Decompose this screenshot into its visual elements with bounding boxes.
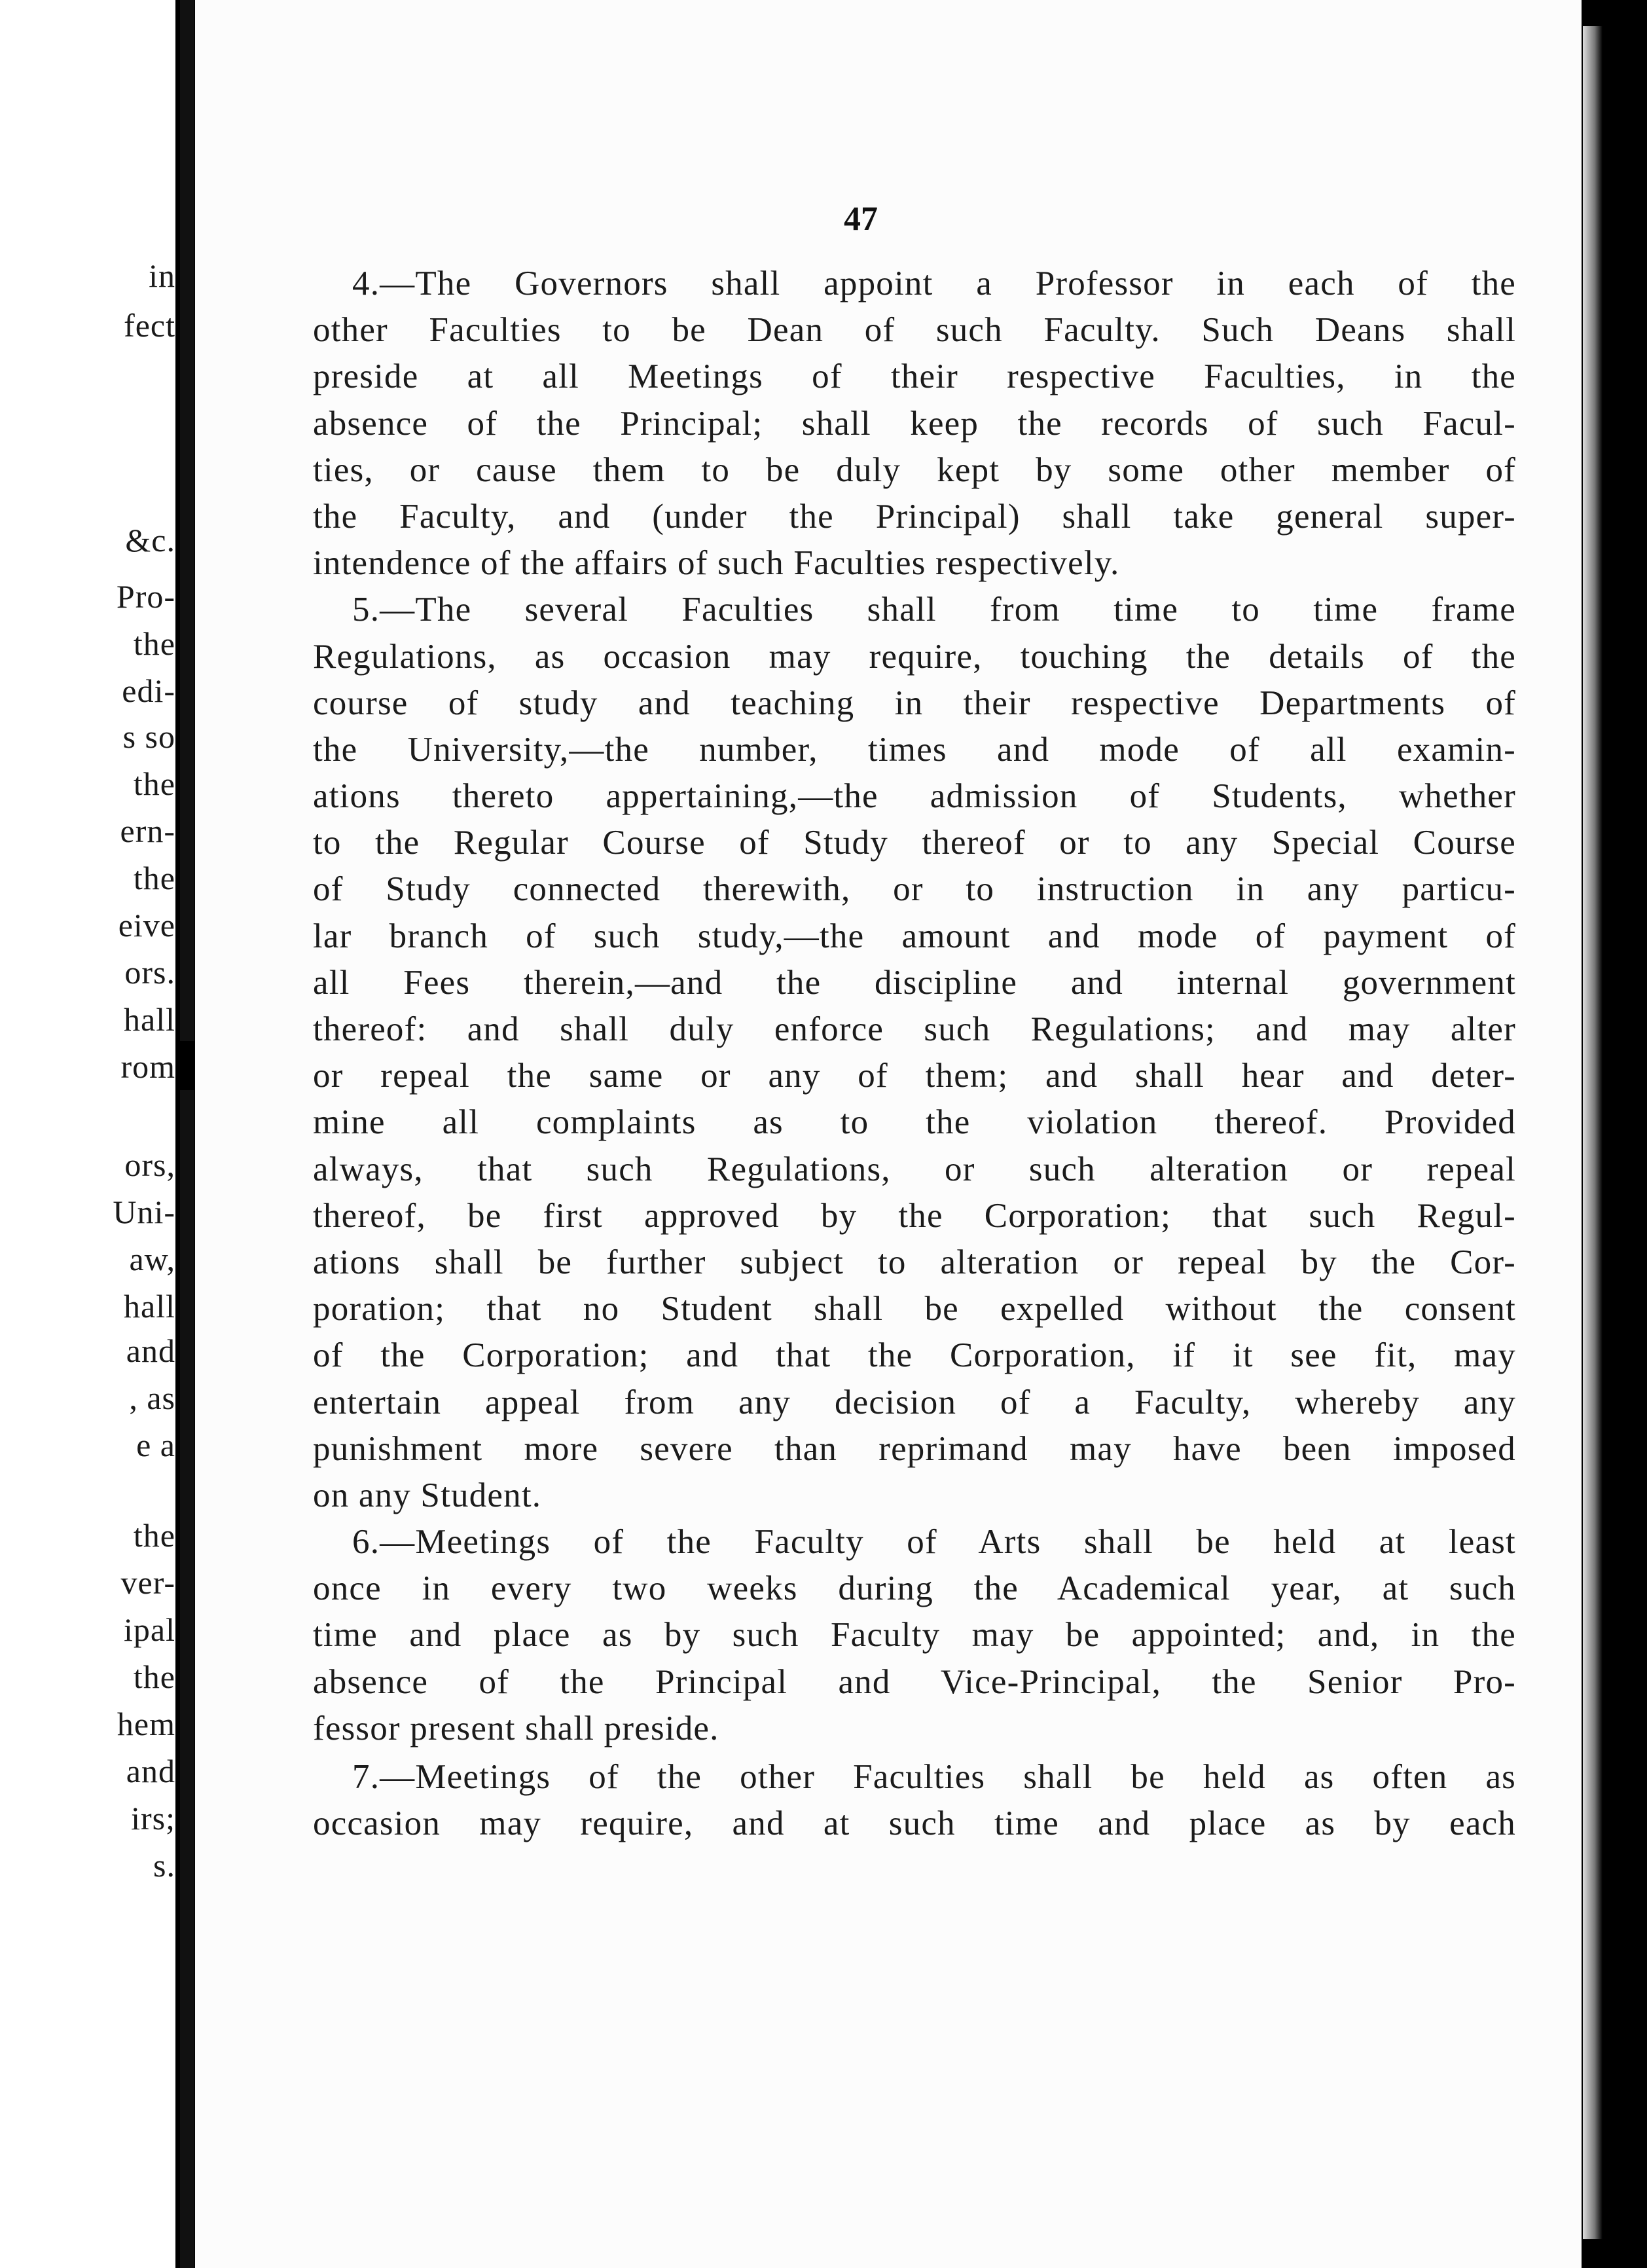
facing-page-fragment: , as [129, 1380, 175, 1416]
text-line: 5.—The several Faculties shall from time to time frame [352, 591, 1516, 629]
text-line: all Fees therein,—and the discipline and internal government [313, 963, 1516, 1002]
text-line: mine all complaints as to the violation thereof. Provided [313, 1103, 1516, 1142]
facing-page-fragment: and [126, 1753, 175, 1789]
text-line: to the Regular Course of Study thereof or to any Special Course [313, 824, 1516, 862]
facing-page-fragment: ors. [124, 954, 175, 991]
facing-page-fragment: hall [124, 1288, 175, 1325]
text-line: ations shall be further subject to alteration or repeal by the Cor- [313, 1243, 1516, 1281]
facing-page-fragment: in [149, 257, 175, 294]
facing-page-fragment: Pro- [116, 578, 175, 615]
text-line: thereof, be first approved by the Corporation; that such Regul- [313, 1196, 1516, 1235]
facing-page-fragment: s so [122, 718, 175, 755]
facing-page-fragment: ern- [120, 813, 175, 849]
text-line: entertain appeal from any decision of a Faculty, whereby any [313, 1383, 1516, 1421]
facing-page-fragment: hem [117, 1706, 175, 1742]
text-line: thereof: and shall duly enforce such Regulations; and may alter [313, 1010, 1516, 1048]
text-line: intendence of the affairs of such Faculties respectively. [313, 544, 1120, 583]
text-line: the Faculty, and (under the Principal) shall take general super- [313, 497, 1516, 536]
text-line: 7.—Meetings of the other Faculties shall be held as often as [352, 1758, 1516, 1796]
text-line: lar branch of such study,—the amount and mode of payment of [313, 917, 1516, 955]
text-line: always, that such Regulations, or such alteration or repeal [313, 1150, 1516, 1188]
body-text [313, 261, 1516, 1847]
facing-page-fragment: irs; [131, 1800, 175, 1837]
facing-page-fragment: the [133, 860, 175, 896]
facing-page-fragment: fect [124, 307, 175, 344]
text-line: 4.—The Governors shall appoint a Professor in each of the [352, 265, 1516, 302]
text-line: time and place as by such Faculty may be appointed; and, in the [313, 1616, 1516, 1655]
text-line: poration; that no Student shall be expelled without the consent [313, 1290, 1516, 1328]
facing-page-fragment: edi- [122, 672, 175, 709]
text-line: occasion may require, and at such time and place as by each [313, 1804, 1516, 1843]
text-line: ties, or cause them to be duly kept by some other member of [313, 450, 1516, 489]
facing-page-fragment: hall [124, 1001, 175, 1038]
text-line: 6.—Meetings of the Faculty of Arts shall be held at least [352, 1523, 1516, 1562]
facing-page-fragment: rom [120, 1048, 175, 1085]
text-line: of Study connected therewith, or to instruction in any particu- [313, 870, 1516, 909]
page-number: 47 [844, 200, 878, 238]
facing-page-fragment: the [133, 1517, 175, 1554]
facing-page-fragment: ors, [124, 1146, 175, 1183]
facing-page-fragment: the [133, 1658, 175, 1695]
text-line: punishment more severe than reprimand may have been imposed [313, 1429, 1516, 1468]
facing-page-fragment: Uni- [113, 1194, 175, 1230]
facing-page-fragment: eive [118, 907, 175, 943]
text-line: on any Student. [313, 1476, 542, 1514]
facing-page-fragment: &c. [125, 522, 175, 558]
facing-page-fragment: the [133, 625, 175, 662]
text-line: or repeal the same or any of them; and shall hear and deter- [313, 1057, 1516, 1095]
text-line: the University,—the number, times and mode of all examin- [313, 730, 1516, 769]
facing-page-fragment: ipal [124, 1611, 175, 1648]
facing-page-fragment: aw, [129, 1241, 175, 1277]
page-edge-highlight [1583, 26, 1602, 2239]
facing-page-edge [0, 0, 175, 2268]
facing-page-fragment: e a [136, 1427, 175, 1463]
text-line: fessor present shall preside. [313, 1709, 719, 1747]
text-line: preside at all Meetings of their respective Faculties, in the [313, 357, 1516, 396]
text-line: absence of the Principal and Vice-Principal, the Senior Pro- [313, 1662, 1516, 1701]
binding-gutter-upper [180, 0, 194, 1041]
main-page [195, 0, 1582, 2268]
facing-page-fragment: and [126, 1332, 175, 1369]
text-line: absence of the Principal; shall keep the records of such Facul- [313, 404, 1516, 443]
facing-page-fragment: ver- [120, 1564, 175, 1601]
text-line: of the Corporation; and that the Corporation, if it see fit, may [313, 1336, 1516, 1375]
text-line: other Faculties to be Dean of such Faculty. Such Deans shall [313, 311, 1516, 350]
text-line: Regulations, as occasion may require, touching the details of the [313, 637, 1516, 676]
text-line: ations thereto appertaining,—the admission of Students, whether [313, 777, 1516, 816]
text-line: once in every two weeks during the Academical year, at such [313, 1569, 1516, 1608]
facing-page-fragment: s. [153, 1847, 175, 1884]
facing-page-fragment: the [133, 765, 175, 802]
binding-gutter-lower [180, 1090, 194, 2268]
text-line: course of study and teaching in their respective Departments of [313, 684, 1516, 722]
